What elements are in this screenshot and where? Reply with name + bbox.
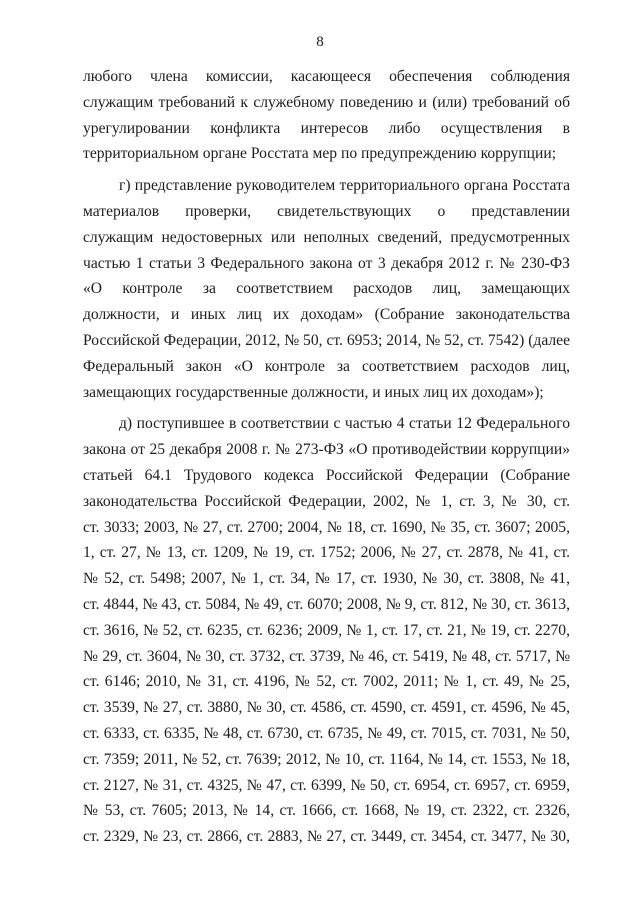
- text-line: любого члена комиссии, касающееся обеспечения соблюдения: [83, 68, 570, 85]
- text-line: ст. 3539, № 27, ст. 3880, № 30, ст. 4586, ст. 4590, ст. 4591, ст. 4596, № 45,: [83, 699, 570, 717]
- text-line: замещающих государственные должности, и иных лиц их доходам»);: [83, 383, 544, 401]
- text-line: ст. 7359; 2011, № 52, ст. 7639; 2012, № 10, ст. 1164, № 14, ст. 1553, № 18,: [83, 750, 570, 768]
- text-line: ст. 6146; 2010, № 31, ст. 4196, № 52, ст. 7002, 2011; № 1, ст. 49, № 25,: [83, 673, 570, 691]
- text-line: служащим недостоверных или неполных сведений, предусмотренных: [83, 228, 570, 246]
- text-line: ст. 2329, № 23, ст. 2866, ст. 2883, № 27, ст. 3449, ст. 3454, ст. 3477, № 30,: [83, 828, 570, 846]
- paragraph-commission-member: [83, 64, 570, 167]
- text-line: закона от 25 декабря 2008 г. № 273-ФЗ «О противодействии коррупции»: [83, 441, 570, 459]
- text-line: материалов проверки, свидетельствующих о представлении: [83, 202, 570, 220]
- text-line: г) представление руководителем территориального органа Росстата: [119, 177, 570, 195]
- text-line: № 29, ст. 3604, № 30, ст. 3732, ст. 3739, № 46, ст. 5419, № 48, ст. 5717, №: [83, 647, 570, 665]
- text-line: 1, ст. 27, № 13, ст. 1209, № 19, ст. 1752; 2006, № 27, ст. 2878, № 41, ст.: [83, 544, 570, 562]
- page-number: 8: [316, 34, 324, 50]
- text-line: статьей 64.1 Трудового кодекса Российской Федерации (Собрание: [83, 466, 570, 484]
- text-line: ст. 2127, № 31, ст. 4325, № 47, ст. 6399, № 50, ст. 6954, ст. 6957, ст. 6959,: [83, 776, 570, 794]
- paragraph-item-g: [83, 173, 570, 405]
- text-line: ст. 3033; 2003, № 27, ст. 2700; 2004, № 18, ст. 1690, № 35, ст. 3607; 2005,: [83, 518, 570, 536]
- text-line: должности, и иных лиц их доходам» (Собрание законодательства: [83, 306, 570, 324]
- text-line: частью 1 статьи 3 Федерального закона от 3 декабря 2012 г. № 230-ФЗ: [83, 254, 570, 272]
- text-line: ст. 3616, № 52, ст. 6235, ст. 6236; 2009, № 1, ст. 17, ст. 21, № 19, ст. 2270,: [83, 621, 570, 639]
- text-line: урегулировании конфликта интересов либо осуществления в: [83, 119, 570, 137]
- text-line: № 52, ст. 5498; 2007, № 1, ст. 34, № 17, ст. 1930, № 30, ст. 3808, № 41,: [83, 570, 570, 588]
- text-line: «О контроле за соответствием расходов лиц, замещающих: [83, 280, 570, 298]
- text-line: Российской Федерации, 2012, № 50, ст. 6953; 2014, № 52, ст. 7542) (далее: [83, 331, 570, 349]
- text-line: ст. 4844, № 43, ст. 5084, № 49, ст. 6070; 2008, № 9, ст. 812, № 30, ст. 3613,: [83, 595, 570, 613]
- text-line: территориальном органе Росстата мер по предупреждению коррупции;: [83, 145, 557, 163]
- document-body: [83, 64, 570, 850]
- text-line: № 53, ст. 7605; 2013, № 14, ст. 1666, ст. 1668, № 19, ст. 2322, ст. 2326,: [83, 802, 570, 820]
- text-line: служащим требований к служебному поведению и (или) требований об: [83, 93, 570, 111]
- text-line: Федеральный закон «О контроле за соответствием расходов лиц,: [83, 357, 570, 375]
- paragraph-item-d: [83, 411, 570, 850]
- text-line: законодательства Российской Федерации, 2002, № 1, ст. 3, № 30, ст.: [83, 492, 570, 510]
- text-line: д) поступившее в соответствии с частью 4 статьи 12 Федерального: [119, 415, 570, 433]
- text-line: ст. 6333, ст. 6335, № 48, ст. 6730, ст. 6735, № 49, ст. 7015, ст. 7031, № 50,: [83, 724, 570, 742]
